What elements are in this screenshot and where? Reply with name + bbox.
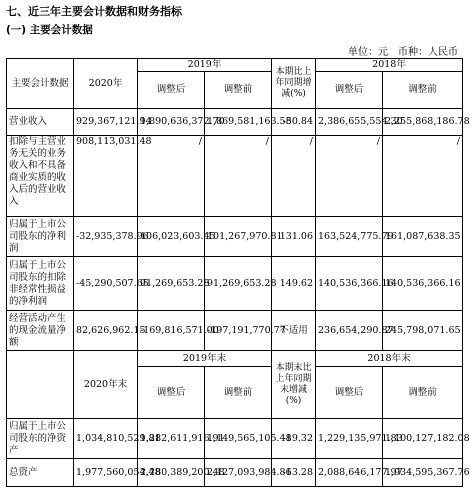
cell-2018-adjusted: 1,229,135,971.83 [316,419,383,459]
cell-2018-adjusted: 2,386,655,554.30 [316,109,383,136]
cell-2020: -45,290,507.65 [74,257,138,311]
cell-2020: 82,626,962.15 [74,311,138,351]
header-2020: 2020年 [74,59,138,109]
header-2019-end: 2019年末 [138,351,272,367]
cell-2020: 1,977,560,054.48 [74,459,138,487]
cell-2019-before: 101,267,970.81 [205,217,272,257]
cell-2018-adjusted: 2,088,646,177.97 [316,459,383,487]
cell-2018-before: 2,255,868,186.78 [383,109,463,136]
cell-change: -13.28 [272,459,316,487]
unit-currency-note: 单位：元 币种：人民币 [348,47,458,58]
cell-2018-before: 1,934,595,367.76 [383,459,463,487]
cell-2018-before: 245,798,071.65 [383,311,463,351]
row-item: 归属于上市公司股东的净利润 [7,217,74,257]
table-row [7,459,463,487]
cell-change: 131.06 [272,217,316,257]
section-heading: 七、近三年主要会计数据和财务指标 [6,5,182,18]
cell-2019-before: -197,191,770.77 [205,311,272,351]
subsection-heading: (一) 主要会计数据 [6,24,93,36]
table-row [7,217,463,257]
cell-2019-adjusted: 2,280,389,200.48 [138,459,205,487]
row-item: 归属于上市公司股东的净资产 [7,419,74,459]
table-row [7,311,463,351]
table-row [7,109,463,136]
cell-2019-adjusted: 91,269,653.28 [138,257,205,311]
cell-2019-adjusted: -169,816,571.00 [138,311,205,351]
header-2019-end-before: 调整前 [205,367,272,419]
header-2019: 2019年 [138,59,272,72]
header-change: 本期比上年同期增减(%) [272,59,316,109]
cell-change: 不适用 [272,311,316,351]
cell-2020: 908,113,031.48 [74,136,138,217]
cell-2020: 1,034,810,529.81 [74,419,138,459]
cell-2018-before: 1,100,127,182.08 [383,419,463,459]
table1-header-row [7,59,463,72]
header-2019-adjusted: 调整后 [138,72,205,109]
row-item: 归属于上市公司股东的扣除非经常性损益的净利润 [7,257,74,311]
cell-2018-before: 140,536,366.16 [383,257,463,311]
header-2019-end-adjusted: 调整后 [138,367,205,419]
header-2018-adjusted: 调整后 [316,72,383,109]
cell-2019-adjusted: 106,023,603.45 [138,217,205,257]
row-item: 营业收入 [7,109,74,136]
cell-change: 149.62 [272,257,316,311]
cell-change: -19.32 [272,419,316,459]
cell-2020: -32,935,378.96 [74,217,138,257]
header-2020-end: 2020年末 [74,351,138,419]
cell-2018-adjusted: 140,536,366.16 [316,257,383,311]
cell-change: / [272,136,316,217]
row-item: 经营活动产生的现金流量净额 [7,311,74,351]
cell-2019-adjusted: 1,890,636,372.70 [138,109,205,136]
key-accounting-data-table [6,58,470,487]
header-2018-before: 调整前 [383,72,463,109]
cell-2018-adjusted: 236,654,290.87 [316,311,383,351]
table2-header-row [7,351,463,367]
header-2018-end-before: 调整前 [383,367,463,419]
cell-2019-before: / [205,136,272,217]
row-item: 总资产 [7,459,74,487]
header-2019-before: 调整前 [205,72,272,109]
table-row [7,136,463,217]
header-change-end: 本期末比上年同期末增减(%) [272,351,316,419]
row-item: 扣除与主营业务无关的业务收入和不具备商业实质的收入后的营业收入 [7,136,74,217]
cell-2019-before: 2,127,093,984.86 [205,459,272,487]
cell-2018-adjusted: / [316,136,383,217]
cell-2020: 929,367,121.94 [74,109,138,136]
table-row [7,257,463,311]
header-2018-end: 2018年末 [316,351,463,367]
header-2018: 2018年 [316,59,463,72]
cell-2018-adjusted: 163,524,775.79 [316,217,383,257]
table-row [7,419,463,459]
header-blank [7,351,74,419]
cell-2018-before: 161,087,638.35 [383,217,463,257]
cell-2019-before: 91,269,653.28 [205,257,272,311]
cell-2019-before: 1,149,565,105.48 [205,419,272,459]
header-item: 主要会计数据 [7,59,74,109]
header-2018-end-adjusted: 调整后 [316,367,383,419]
cell-2019-adjusted: / [138,136,205,217]
cell-2019-adjusted: 1,282,611,916.91 [138,419,205,459]
cell-change: -50.84 [272,109,316,136]
cell-2019-before: 1,869,581,163.58 [205,109,272,136]
cell-2018-before: / [383,136,463,217]
